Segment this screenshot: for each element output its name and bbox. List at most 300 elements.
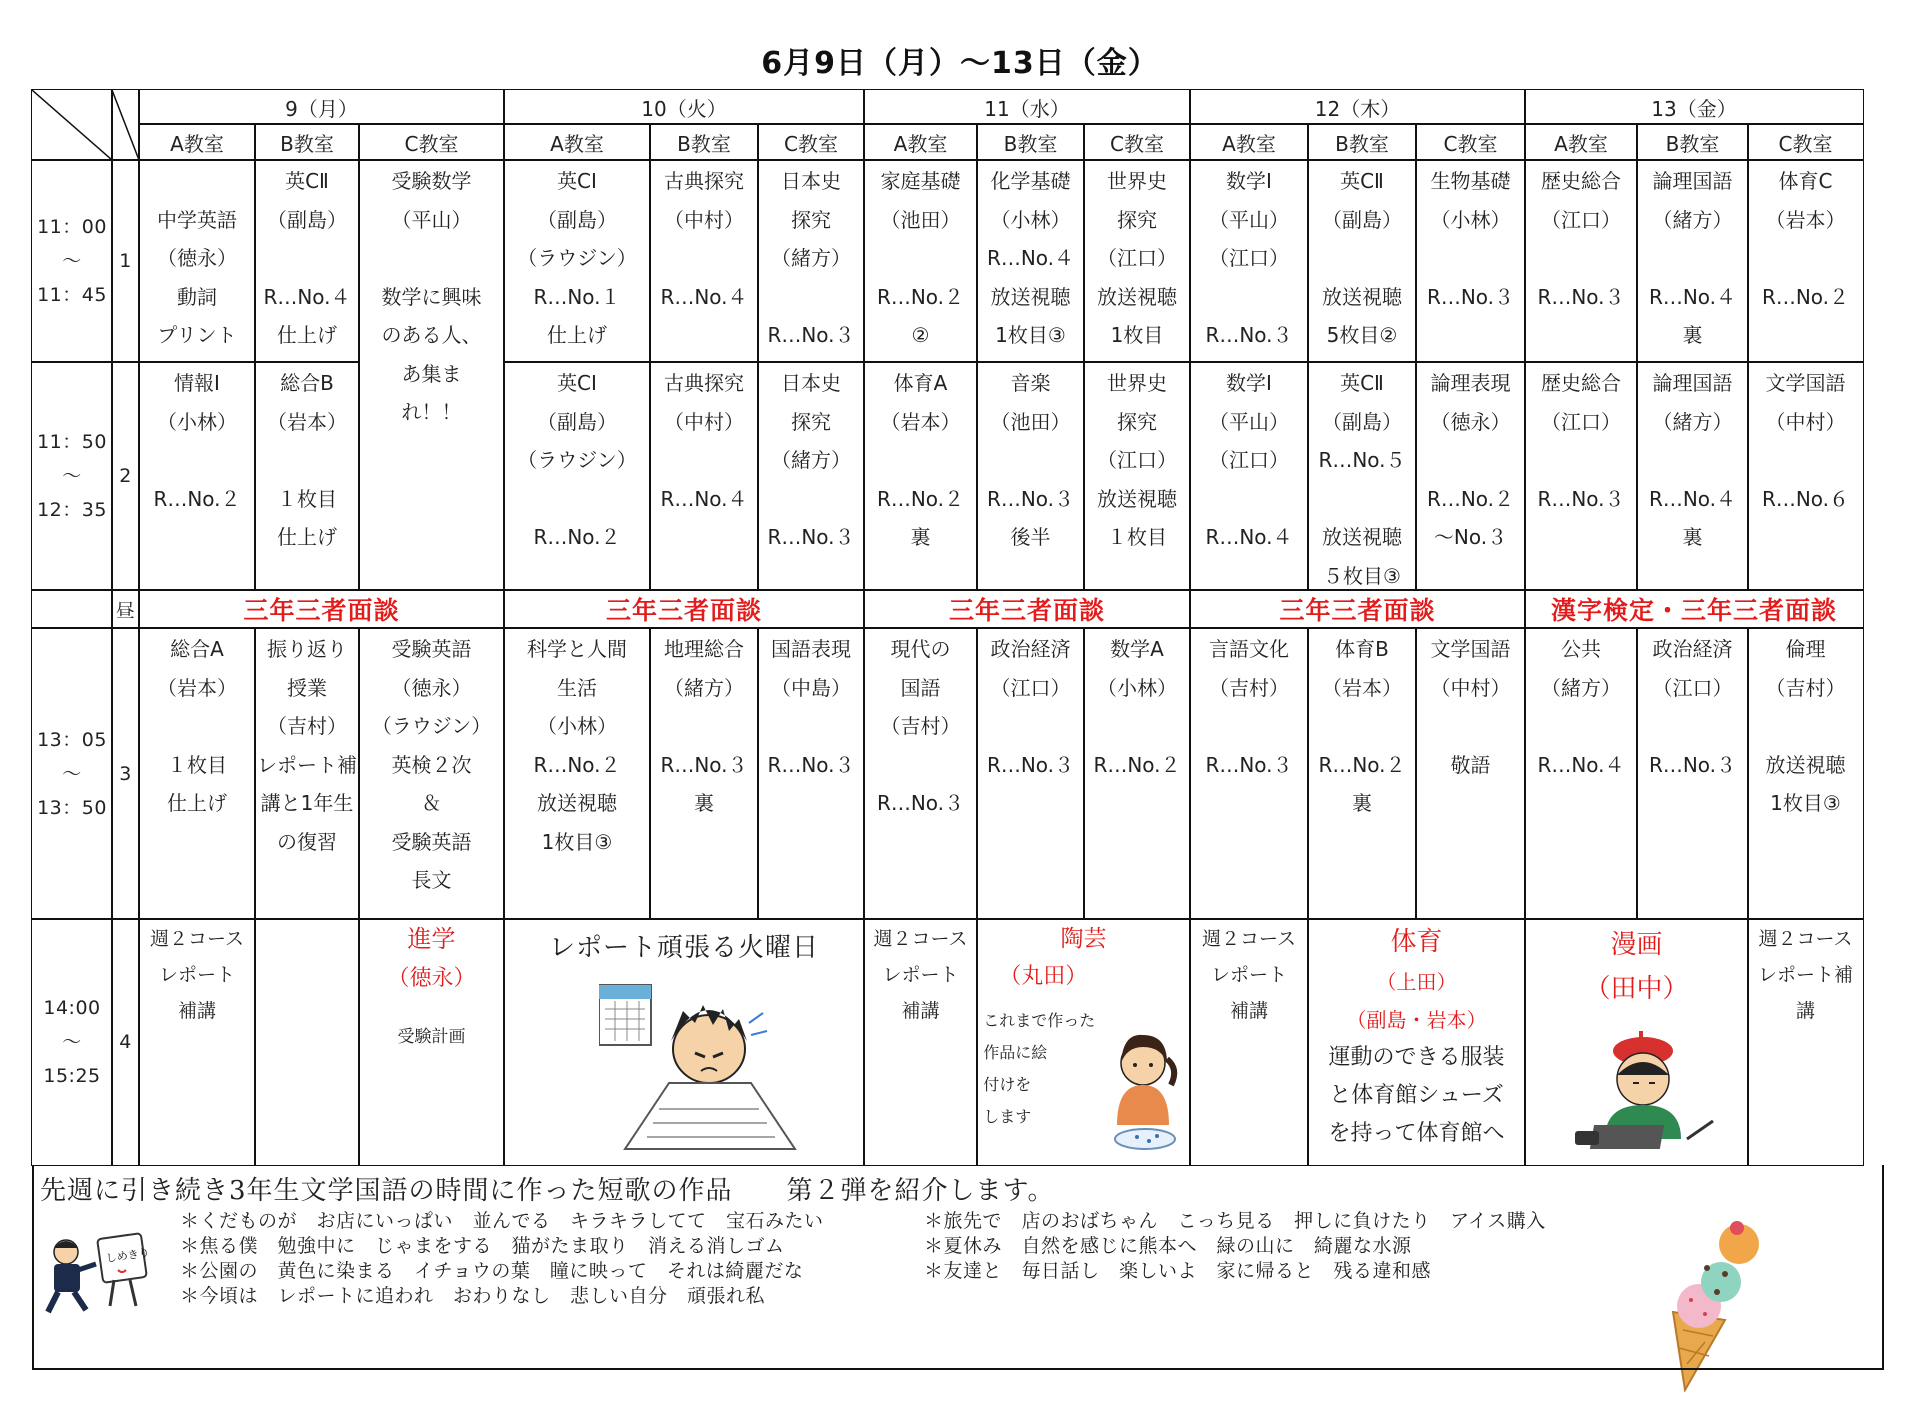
activity-fri-a (1524, 918, 1749, 1166)
cell-line: 政治経済 (1652, 637, 1733, 662)
activity-mon-b (254, 918, 360, 1166)
cell-line: （吉村） (267, 714, 347, 739)
cell-line: 週２コース (149, 928, 245, 951)
activity-title: 体育 (1390, 927, 1443, 958)
cell-line (650, 441, 758, 480)
cell-line: 放送視聴 (1097, 486, 1177, 511)
cell-line: 授業 (287, 675, 327, 700)
class-cell (863, 159, 978, 363)
cell-line: 数学A (1110, 637, 1164, 662)
activity-title: 漫画 (1610, 930, 1663, 961)
cell-line: 週２コース (873, 928, 968, 951)
lunch-event-1: 三年三者面談 (138, 589, 505, 629)
room-header: A教室 (863, 123, 978, 161)
cell-line (758, 480, 864, 519)
cell-line: 探究 (1117, 409, 1157, 434)
class-cell (138, 361, 256, 591)
cell-line (1637, 441, 1748, 480)
cell-line: プリント (157, 323, 237, 348)
cell-line: 政治経済 (990, 637, 1071, 662)
class-cell (254, 361, 360, 591)
cell-line: （緒方） (771, 448, 851, 473)
class-cell (1083, 361, 1191, 591)
cell-line: （中島） (771, 675, 851, 700)
student-studying-illustration (599, 979, 799, 1159)
cell-line: 地理総合 (664, 637, 744, 662)
class-cell (1636, 361, 1749, 591)
class-cell (1415, 361, 1526, 591)
class-cell (1415, 627, 1526, 920)
cell-line: （緒方） (1652, 409, 1733, 434)
cell-line: （副島） (1322, 207, 1402, 232)
cell-line: R…No.２ (1318, 752, 1406, 777)
cell-line (139, 707, 255, 746)
class-cell (863, 361, 978, 591)
cell-line: R…No.３ (767, 752, 855, 777)
room-header: C教室 (1083, 123, 1191, 161)
cell-line (255, 239, 359, 278)
class-cell (757, 361, 865, 591)
cell-line: 長文 (411, 868, 452, 893)
cell-line (1308, 239, 1416, 278)
class-cell (503, 361, 651, 591)
cell-line: 裏 (694, 791, 714, 816)
class-cell (1307, 159, 1417, 363)
class-cell (254, 627, 360, 920)
cell-line: R…No.３ (1648, 752, 1737, 777)
cell-line: R…No.３ (1205, 752, 1293, 777)
cell-line: 〜No.３ (1433, 525, 1508, 550)
cell-line: （小林） (1097, 675, 1177, 700)
cell-line: 1枚目③ (995, 323, 1066, 348)
cell-line: （副島） (267, 207, 347, 232)
cell-line (1525, 707, 1637, 746)
cell-line: R…No.２ (533, 525, 621, 550)
cell-line: R…No.３ (1205, 323, 1293, 348)
cell-line: 総合A (170, 637, 224, 662)
cell-line: 数学Ⅰ (1226, 169, 1272, 194)
cell-line: （小林） (157, 409, 237, 434)
cell-line: 情報Ⅰ (174, 371, 220, 396)
cell-line: R…No.３ (986, 486, 1075, 511)
period-start: 11：00 (37, 216, 107, 238)
cell-line (1748, 239, 1863, 278)
cell-line (650, 239, 758, 278)
cell-line: 古典探究 (664, 371, 744, 396)
cell-line: 探究 (791, 207, 831, 232)
cell-line: 国語表現 (771, 637, 851, 662)
cell-line: 生活 (557, 675, 597, 700)
period-start: 11：50 (37, 431, 107, 453)
body-line: 運動のできる服装 (1328, 1045, 1505, 1071)
poem-right-1: ＊旅先で 店のおばちゃん こっち見る 押しに負けたり アイス購入 (924, 1210, 1546, 1232)
day-header-3: 11（水） (863, 89, 1191, 125)
cell-line: （吉村） (880, 714, 961, 739)
period-time-3 (31, 589, 113, 629)
activity-teacher-2: （副島・岩本） (1346, 1008, 1487, 1033)
cell-line: あ集ま (401, 361, 462, 386)
cell-line (1748, 441, 1863, 480)
page-title: 6月9日（月）〜13日（金） (761, 46, 1159, 81)
note-line: 付けを (983, 1075, 1032, 1095)
period-tilde: 〜 (62, 1031, 82, 1053)
cell-line: 文学国語 (1765, 371, 1846, 396)
cell-line: （ラウジン） (517, 246, 637, 271)
poem-left-1: ＊くだものが お店にいっぱい 並んでる キラキラしてて 宝石みたい (180, 1210, 824, 1232)
cell-line: 英検２次 (391, 752, 472, 777)
activity-tue (503, 918, 865, 1166)
cell-line: （吉村） (1209, 675, 1289, 700)
class-cell (138, 627, 256, 920)
cell-line: 英CⅡ (1340, 371, 1384, 396)
cell-line: （ラウジン） (371, 714, 492, 739)
poem-left-2: ＊焦る僕 勉強中に じゃまをする 猫がたま取り 消える消しゴム (180, 1235, 785, 1257)
cell-line: （江口） (1209, 448, 1289, 473)
activity-thu-a (1189, 918, 1309, 1166)
period-number: 3 (111, 627, 140, 920)
activity-teacher: （丸田） (999, 964, 1088, 990)
room-header: C教室 (358, 123, 505, 161)
lunch-event-3: 三年三者面談 (863, 589, 1191, 629)
cell-line: R…No.６ (1761, 486, 1850, 511)
cell-line: 文学国語 (1430, 637, 1511, 662)
class-cell (976, 627, 1085, 920)
cell-line: 中学英語 (157, 207, 237, 232)
cell-line: （岩本） (1765, 207, 1846, 232)
cell-line (1190, 480, 1308, 519)
cell-line: 受験数学 (391, 169, 472, 194)
cell-line: １枚目 (277, 486, 337, 511)
cell-line (864, 746, 977, 785)
cell-line: 補講 (177, 1000, 216, 1023)
room-header: A教室 (503, 123, 651, 161)
cell-line: 論理国語 (1652, 371, 1733, 396)
poem-left-4: ＊今頃は レポートに追われ おわりなし 悲しい自分 頑張れ私 (180, 1285, 766, 1307)
period-end: 11：45 (37, 284, 107, 306)
cell-line: 講と1年生 (260, 791, 354, 816)
cell-line: れ！！ (401, 400, 462, 425)
class-cell (1189, 159, 1309, 363)
activity-note (983, 1005, 1095, 1133)
period-time-4 (31, 627, 113, 920)
cell-line: 仕上げ (167, 791, 227, 816)
cell-line: 音楽 (1010, 371, 1051, 396)
cell-line: レポート (1210, 964, 1287, 987)
class-cell (1307, 627, 1417, 920)
cell-line (255, 441, 359, 480)
cell-line: レポート補 (257, 752, 357, 777)
body-line: を持って体育館へ (1328, 1121, 1505, 1147)
cell-line: 週２コース (1758, 928, 1853, 951)
cell-line: R…No.３ (660, 752, 748, 777)
lunch-event-4: 三年三者面談 (1189, 589, 1526, 629)
cell-line: R…No.４ (263, 284, 351, 309)
cell-line: 公共 (1561, 637, 1601, 662)
cell-line: R…No.２ (876, 284, 965, 309)
cell-line: （岩本） (157, 675, 237, 700)
activity-note: 受験計画 (397, 1027, 466, 1048)
cell-line (758, 707, 864, 746)
cell-line: 補講 (901, 1000, 940, 1023)
cell-line: の復習 (277, 829, 337, 854)
class-cell (1747, 627, 1864, 920)
cell-line: R…No.３ (986, 752, 1075, 777)
cell-line: 敬語 (1450, 752, 1491, 777)
class-cell (503, 627, 651, 920)
period-number: 4 (111, 918, 140, 1166)
deadline-sign: しめきり (105, 1246, 151, 1266)
cell-line (977, 441, 1084, 480)
cell-line: 倫理 (1785, 637, 1826, 662)
cell-line: 裏 (910, 525, 931, 550)
cell-line: R…No.２ (1093, 752, 1181, 777)
poem-right-3: ＊友達と 毎日話し 楽しいよ 家に帰ると 残る違和感 (924, 1260, 1432, 1282)
period-number: 昼 (111, 589, 140, 629)
cell-line: 放送視聴 (537, 791, 617, 816)
cell-line: （池田） (990, 409, 1071, 434)
period-time-2 (31, 361, 113, 591)
class-cell (1189, 627, 1309, 920)
cell-line: （岩本） (267, 409, 347, 434)
cell-line (1416, 441, 1525, 480)
room-header: B教室 (1636, 123, 1749, 161)
cell-line (139, 441, 255, 480)
cell-line: 論理表現 (1430, 371, 1511, 396)
poem-left-3: ＊公園の 黄色に染まる イチョウの葉 瞳に映って それは綺麗だな (180, 1260, 804, 1282)
cell-line: ５枚目③ (1323, 563, 1401, 588)
cell-line: （平山） (1209, 409, 1289, 434)
cell-line: （小林） (990, 207, 1071, 232)
cell-line: ＆ (421, 791, 442, 816)
class-cell (358, 627, 505, 920)
poem-right-2: ＊夏休み 自然を感じに熊本へ 緑の山に 綺麗な水源 (924, 1235, 1412, 1257)
cell-line: 歴史総合 (1541, 371, 1621, 396)
cell-line: R…No.３ (767, 323, 855, 348)
cell-line: （小林） (537, 714, 617, 739)
day-header-4: 12（木） (1189, 89, 1526, 125)
cell-line: 放送視聴 (1322, 284, 1402, 309)
cell-line: R…No.３ (876, 791, 965, 816)
cell-line: 動詞 (177, 284, 217, 309)
cell-line: 英CⅡ (1340, 169, 1384, 194)
cell-line: 英CⅠ (557, 371, 597, 396)
activity-teacher: （田中） (1584, 974, 1689, 1005)
class-cell (976, 159, 1085, 363)
activity-thu-b (1307, 918, 1526, 1166)
class-cell (863, 627, 978, 920)
room-header: B教室 (649, 123, 759, 161)
cell-line (650, 707, 758, 746)
activity-fri-c (1747, 918, 1864, 1166)
cell-line: R…No.４ (660, 486, 748, 511)
cell-line: R…No.４ (1205, 525, 1293, 550)
note-line: します (983, 1107, 1032, 1127)
cell-line: 裏 (1682, 525, 1703, 550)
note-line: 作品に絵 (983, 1043, 1048, 1063)
cell-line: 言語文化 (1209, 637, 1289, 662)
cell-line: （江口） (1097, 448, 1177, 473)
cell-line: （緒方） (1652, 207, 1733, 232)
lunch-event-2: 三年三者面談 (503, 589, 865, 629)
cell-line (1416, 707, 1525, 746)
cell-line: 5枚目② (1326, 323, 1398, 348)
cell-line: （江口） (1097, 246, 1177, 271)
class-cell (1747, 159, 1864, 363)
cell-line: 放送視聴 (990, 284, 1071, 309)
cell-line: 総合B (280, 371, 334, 396)
cell-line: （吉村） (1765, 675, 1846, 700)
header-corner (31, 89, 113, 161)
cell-line (1190, 278, 1308, 317)
room-header: B教室 (976, 123, 1085, 161)
cell-line: R…No.４ (660, 284, 748, 309)
cell-line (359, 239, 504, 278)
room-header: A教室 (138, 123, 256, 161)
cell-line: 古典探究 (664, 169, 744, 194)
header-corner-period (111, 89, 140, 161)
note-line: これまで作った (983, 1011, 1096, 1031)
period-tilde: 〜 (62, 762, 82, 785)
cell-line: （徳永） (391, 675, 472, 700)
cell-line: R…No.４ (986, 246, 1075, 271)
cell-line: （池田） (880, 207, 961, 232)
cell-line: R…No.３ (1537, 284, 1625, 309)
class-cell (649, 159, 759, 363)
cell-line: 歴史総合 (1541, 169, 1621, 194)
cell-line: （副島） (1322, 409, 1402, 434)
cell-line (1416, 239, 1525, 278)
day-header-5: 13（金） (1524, 89, 1864, 125)
cell-line: 探究 (791, 409, 831, 434)
cell-line: R…No.４ (1537, 752, 1625, 777)
cell-line: R…No.２ (533, 752, 621, 777)
room-header: A教室 (1189, 123, 1309, 161)
cell-line: 後半 (1010, 525, 1051, 550)
class-cell (649, 361, 759, 591)
cell-line: 振り返り (267, 637, 347, 662)
cell-line: 1枚目③ (541, 829, 613, 854)
cell-line: 世界史 (1107, 169, 1167, 194)
cell-line: R…No.４ (1648, 486, 1737, 511)
cell-line: （副島） (537, 409, 617, 434)
cell-line (1637, 239, 1748, 278)
class-cell (757, 627, 865, 920)
room-header: B教室 (254, 123, 360, 161)
cell-line: （小林） (1430, 207, 1511, 232)
class-cell (1415, 159, 1526, 363)
cell-line: 体育A (893, 371, 948, 396)
cell-line (1084, 707, 1190, 746)
cell-line: 週２コース (1201, 928, 1297, 951)
cell-line: （江口） (1652, 675, 1733, 700)
class-cell (1524, 159, 1638, 363)
cell-line: レポート (158, 964, 235, 987)
cell-line: R…No.２ (1426, 486, 1515, 511)
cell-line: （中村） (1430, 675, 1511, 700)
cell-line: 論理国語 (1652, 169, 1733, 194)
class-cell (138, 159, 256, 363)
cell-line: 家庭基礎 (880, 169, 961, 194)
cell-line: 受験英語 (391, 829, 472, 854)
activity-teacher: （上田） (1376, 970, 1457, 995)
cell-line: 体育C (1778, 169, 1833, 194)
class-cell (1307, 361, 1417, 591)
cell-line: R…No.３ (767, 525, 855, 550)
cell-line (1637, 707, 1748, 746)
class-cell (1747, 361, 1864, 591)
activity-mon-c (358, 918, 505, 1166)
cell-line: 放送視聴 (1097, 284, 1177, 309)
class-cell (757, 159, 865, 363)
cell-line: 日本史 (781, 169, 841, 194)
class-cell (649, 627, 759, 920)
cell-line: 世界史 (1107, 371, 1167, 396)
room-header: A教室 (1524, 123, 1638, 161)
bottom-intro: 先週に引き続き3年生文学国語の時間に作った短歌の作品 第２弾を紹介します。 (40, 1176, 1055, 1206)
cell-line (1525, 441, 1637, 480)
corner-diagonal-2 (112, 90, 140, 161)
class-cell (1083, 627, 1191, 920)
cell-line: R…No.２ (153, 486, 241, 511)
cell-line: （中村） (1765, 409, 1846, 434)
period-end: 13：50 (37, 796, 107, 819)
class-cell (1189, 361, 1309, 591)
period-end: 12：35 (37, 499, 107, 521)
cell-line: （岩本） (1322, 675, 1402, 700)
class-cell (1083, 159, 1191, 363)
class-cell (1636, 159, 1749, 363)
cell-line (1308, 707, 1416, 746)
class-cell (254, 159, 360, 363)
cell-line: 化学基礎 (990, 169, 1071, 194)
cell-line: 放送視聴 (1322, 525, 1402, 550)
class-cell (976, 361, 1085, 591)
cell-line: 仕上げ (277, 323, 337, 348)
cell-line: R…No.２ (876, 486, 965, 511)
room-header: B教室 (1307, 123, 1417, 161)
cell-line: （江口） (990, 675, 1071, 700)
cell-line: 英CⅡ (285, 169, 329, 194)
room-header: C教室 (1415, 123, 1526, 161)
room-header: C教室 (757, 123, 865, 161)
cell-line: （中村） (664, 409, 744, 434)
cell-line: （緒方） (664, 675, 744, 700)
period-start: 13：05 (37, 728, 107, 751)
cell-line (139, 162, 255, 201)
cell-line: 英CⅠ (557, 169, 597, 194)
period-tilde: 〜 (62, 465, 82, 487)
cell-line (1308, 480, 1416, 519)
cell-line: （平山） (391, 207, 472, 232)
cell-line: （岩本） (880, 409, 961, 434)
cell-line (977, 707, 1084, 746)
cell-line (1190, 707, 1308, 746)
cell-line: R…No.４ (1648, 284, 1737, 309)
cell-line: 数学Ⅰ (1226, 371, 1272, 396)
cell-line: （江口） (1541, 207, 1621, 232)
cell-line: R…No.１ (533, 284, 621, 309)
cell-line: R…No.３ (1537, 486, 1625, 511)
cell-line: 国語 (900, 675, 941, 700)
cell-line: １枚目 (167, 752, 227, 777)
class-cell (1636, 627, 1749, 920)
day-header-1: 9（月） (138, 89, 505, 125)
cell-line: 1枚目 (1110, 323, 1164, 348)
manga-artist-illustration (1555, 1029, 1725, 1159)
pottery-girl-illustration (1107, 1029, 1187, 1159)
cell-line: （緒方） (771, 246, 851, 271)
cell-line: R…No.３ (1426, 284, 1515, 309)
